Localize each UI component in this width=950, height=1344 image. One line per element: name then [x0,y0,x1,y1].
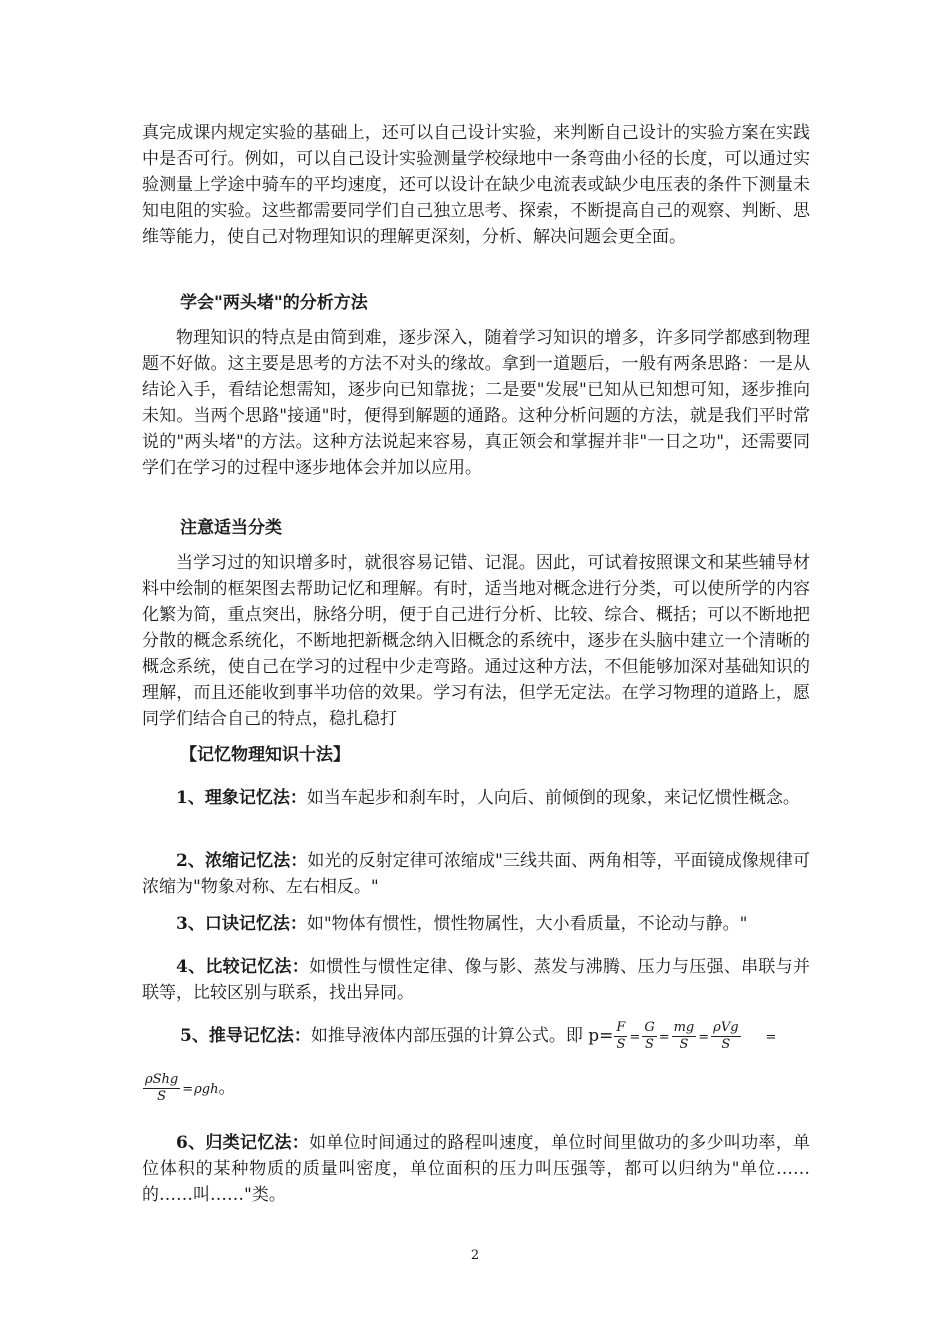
method-text: 如"物体有惯性，惯性物属性，大小看质量，不论动与静。" [306,914,748,934]
fraction-rhovg-s: $\frac{\text{ρVg}}{S}$ [713,1020,739,1052]
fraction-f-s: $\frac{F}{S}$ [616,1020,626,1052]
fraction-mg-s: $\frac{mg}{S}$ [673,1020,695,1052]
method-text: 如单位时间通过的路程叫速度，单位时间里做功的多少叫功率，单位体积的某种物质的质量叫密度，单位面积的压力叫压强等，都可以归纳为"单位……的……叫……"类。 [142,1133,810,1205]
section-title: 【记忆物理知识十法】 [180,745,350,765]
method-text: 如推导液体内部压强的计算公式。即 p= [310,1026,614,1046]
page-number: 2 [470,1248,480,1263]
formula-continuation: $\frac{\text{ρShg}}{S}$ =ρgh。 [145,1072,236,1104]
paragraph-classify: 当学习过的知识增多时，就很容易记错、记混。因此，可试着按照课文和某些辅导材料中绘制的框架图去帮助记忆和理解。有时，适当地对概念进行分类，可以使所学的内容化繁为简，重点突出，脉络分明，便于自己进行分析、比较、综合、概括；可以不断地把分散的概念系统化，不断地把新概念纳入旧概念的系统中，逐步在头脑中建立一个清晰的概念系统，使自己在学习的过程中少走弯路。通过这种方法，不但能够加深对基础知识的理解，而且还能收到事半功倍的效果。学习有法，但学无定法。在学习物理的道路上，愿同学们结合自己的特点，稳扎稳打 [142,553,810,729]
fraction-g-s: $\frac{G}{S}$ [644,1020,655,1052]
method-label: 1、理象记忆法： [176,788,307,808]
heading-classify: 注意适当分类 [180,518,282,538]
method-label: 2、浓缩记忆法： [176,851,308,871]
method-label: 3、口诀记忆法： [176,914,307,934]
paragraph-intro: 真完成课内规定实验的基础上，还可以自己设计实验，来判断自己设计的实验方案在实践中是否可行。例如，可以自己设计实验测量学校绿地中一条弯曲小径的长度，可以通过实验测量上学途中骑车的平均速度，还可以设计在缺少电流表或缺少电压表的条件下测量未知电阻的实验。这些都需要同学们自己独立思考、探索，不断提高自己的观察、判断、思维等能力，使自己对物理知识的理解更深刻，分析、解决问题会更全面。 [142,123,810,247]
method-label: 4、比较记忆法： [176,957,310,977]
method-text: 如光的反射定律可浓缩成"三线共面、两角相等，平面镜成像规律可浓缩为"物象对称、左右相反。" [142,851,810,897]
heading-two-ends: 学会"两头堵"的分析方法 [180,293,368,313]
method-item [142,911,810,937]
method-text: 如当车起步和刹车时，人向后、前倾倒的现象，来记忆惯性概念。 [306,788,800,808]
formula-end: 。 [218,1078,236,1098]
method-item-formula: 5、推导记忆法：如推导液体内部压强的计算公式。即 p= $\frac{F}{S}$ = $\frac{G}{S}$ = $\frac{mg}{S}$ = $\frac{\text{ρVg}}{S}$ = [180,1020,777,1052]
method-item [142,848,810,900]
method-label: 5、推导记忆法： [180,1026,311,1046]
method-item [142,954,810,1006]
paragraph-two-ends: 物理知识的特点是由简到难，逐步深入，随着学习知识的增多，许多同学都感到物理题不好做。这主要是思考的方法不对头的缘故。拿到一道题后，一般有两条思路：一是从结论入手，看结论想需知，逐步向已知靠拢；二是要"发展"已知从已知想可知，逐步推向未知。当两个思路"接通"时，便得到解题的通路。这种分析问题的方法，就是我们平时常说的"两头堵"的方法。这种方法说起来容易，真正领会和掌握并非"一日之功"，还需要同学们在学习的过程中逐步地体会并加以应用。 [142,328,810,478]
fraction-rhoshg-s: $\frac{\text{ρShg}}{S}$ [145,1072,179,1104]
formula-rhogh: ρgh [194,1082,219,1097]
method-item [142,785,810,811]
method-item [142,1130,810,1208]
method-text: 如惯性与惯性定律、像与影、蒸发与沸腾、压力与压强、串联与并联等，比较区别与联系，找出异同。 [142,957,810,1003]
method-label: 6、归类记忆法： [176,1133,310,1153]
